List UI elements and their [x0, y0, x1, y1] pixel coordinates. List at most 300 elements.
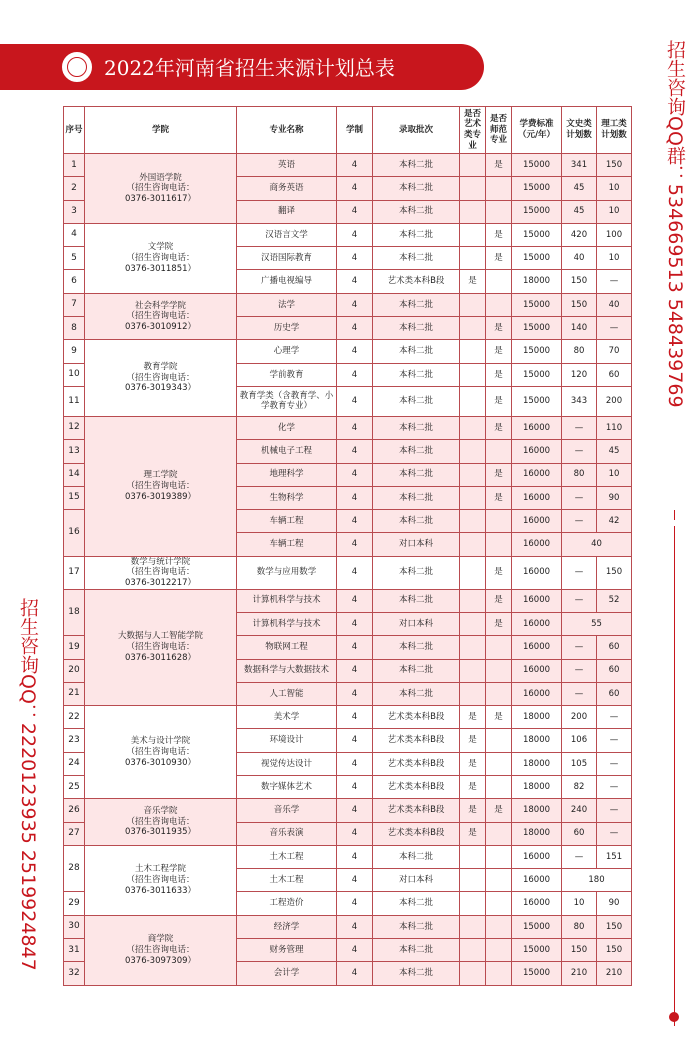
row-number: 1 [64, 154, 85, 177]
admission-batch: 艺术类本科B段 [373, 752, 460, 775]
art-flag [460, 463, 486, 486]
major-name: 土木工程 [237, 869, 337, 892]
duration: 4 [337, 510, 373, 533]
major-name: 工程造价 [237, 892, 337, 915]
liberal-arts-plan: — [562, 416, 597, 439]
art-flag [460, 200, 486, 223]
university-logo [60, 50, 94, 84]
duration: 4 [337, 659, 373, 682]
normal-flag: 是 [486, 486, 512, 509]
normal-flag: 是 [486, 317, 512, 340]
admission-batch: 本科二批 [373, 962, 460, 985]
liberal-arts-plan: 40 [562, 247, 597, 270]
duration: 4 [337, 845, 373, 868]
admission-batch: 本科二批 [373, 440, 460, 463]
liberal-arts-plan: 150 [562, 939, 597, 962]
science-plan: 150 [597, 154, 632, 177]
college-name: 音乐学院 （招生咨询电话： 0376-3011935） [85, 799, 237, 846]
normal-flag: 是 [486, 416, 512, 439]
tuition-fee: 15000 [512, 247, 562, 270]
row-number: 29 [64, 892, 85, 915]
duration: 4 [337, 386, 373, 416]
liberal-arts-plan: 140 [562, 317, 597, 340]
liberal-arts-plan: 240 [562, 799, 597, 822]
duration: 4 [337, 440, 373, 463]
admission-batch: 本科二批 [373, 510, 460, 533]
row-number: 9 [64, 340, 85, 363]
admission-batch: 艺术类本科B段 [373, 729, 460, 752]
art-flag [460, 223, 486, 246]
tuition-fee: 18000 [512, 706, 562, 729]
tuition-fee: 16000 [512, 612, 562, 635]
art-flag [460, 962, 486, 985]
row-number: 26 [64, 799, 85, 822]
major-name: 历史学 [237, 317, 337, 340]
science-plan: — [597, 799, 632, 822]
science-plan: 40 [597, 293, 632, 316]
liberal-arts-plan: 45 [562, 177, 597, 200]
college-name: 数学与统计学院 （招生咨询电话： 0376-3012217） [85, 556, 237, 589]
liberal-arts-plan: 10 [562, 892, 597, 915]
tuition-fee: 16000 [512, 869, 562, 892]
row-number: 13 [64, 440, 85, 463]
liberal-arts-plan: 80 [562, 463, 597, 486]
admission-batch: 本科二批 [373, 845, 460, 868]
duration: 4 [337, 636, 373, 659]
tuition-fee: 16000 [512, 845, 562, 868]
duration: 4 [337, 939, 373, 962]
major-name: 法学 [237, 293, 337, 316]
duration: 4 [337, 363, 373, 386]
tuition-fee: 15000 [512, 223, 562, 246]
science-plan: 10 [597, 463, 632, 486]
normal-flag: 是 [486, 589, 512, 612]
science-plan: 10 [597, 200, 632, 223]
liberal-arts-plan: — [562, 845, 597, 868]
admission-batch: 本科二批 [373, 177, 460, 200]
major-name: 地理科学 [237, 463, 337, 486]
tuition-fee: 15000 [512, 386, 562, 416]
duration: 4 [337, 752, 373, 775]
normal-flag [486, 293, 512, 316]
major-name: 人工智能 [237, 682, 337, 705]
science-plan: — [597, 317, 632, 340]
science-plan: 151 [597, 845, 632, 868]
art-flag [460, 340, 486, 363]
tuition-fee: 15000 [512, 293, 562, 316]
liberal-arts-plan: 60 [562, 822, 597, 845]
admission-batch: 对口本科 [373, 533, 460, 556]
college-name: 文学院 （招生咨询电话： 0376-3011851） [85, 223, 237, 293]
major-name: 计算机科学与技术 [237, 612, 337, 635]
liberal-arts-plan: 80 [562, 915, 597, 938]
major-name: 视觉传达设计 [237, 752, 337, 775]
table-row [64, 154, 632, 177]
tuition-fee: 18000 [512, 822, 562, 845]
science-plan: 110 [597, 416, 632, 439]
admission-batch: 本科二批 [373, 682, 460, 705]
plan-count-combined: 180 [562, 869, 632, 892]
normal-flag [486, 939, 512, 962]
row-number: 32 [64, 962, 85, 985]
liberal-arts-plan: 150 [562, 270, 597, 293]
tuition-fee: 15000 [512, 317, 562, 340]
normal-flag [486, 533, 512, 556]
tuition-fee: 15000 [512, 200, 562, 223]
major-name: 翻译 [237, 200, 337, 223]
tuition-fee: 18000 [512, 776, 562, 799]
header-major: 专业名称 [237, 107, 337, 154]
art-flag [460, 386, 486, 416]
admission-batch: 本科二批 [373, 636, 460, 659]
tuition-fee: 18000 [512, 752, 562, 775]
liberal-arts-plan: 343 [562, 386, 597, 416]
art-flag: 是 [460, 752, 486, 775]
tuition-fee: 16000 [512, 533, 562, 556]
normal-flag [486, 845, 512, 868]
normal-flag: 是 [486, 340, 512, 363]
science-plan: 150 [597, 939, 632, 962]
major-name: 计算机科学与技术 [237, 589, 337, 612]
table-row [64, 915, 632, 938]
admission-batch: 本科二批 [373, 939, 460, 962]
liberal-arts-plan: 105 [562, 752, 597, 775]
major-name: 教育学类（含教育学、小学教育专业） [237, 386, 337, 416]
college-name: 理工学院 （招生咨询电话： 0376-3019389） [85, 416, 237, 556]
row-number: 3 [64, 200, 85, 223]
liberal-arts-plan: — [562, 440, 597, 463]
normal-flag [486, 440, 512, 463]
liberal-arts-plan: 82 [562, 776, 597, 799]
duration: 4 [337, 317, 373, 340]
science-plan: 42 [597, 510, 632, 533]
row-number: 21 [64, 682, 85, 705]
major-name: 土木工程 [237, 845, 337, 868]
row-number: 11 [64, 386, 85, 416]
decorative-dot [669, 1012, 679, 1022]
major-name: 车辆工程 [237, 533, 337, 556]
duration: 4 [337, 962, 373, 985]
admission-batch: 本科二批 [373, 363, 460, 386]
major-name: 数字媒体艺术 [237, 776, 337, 799]
admission-batch: 本科二批 [373, 154, 460, 177]
liberal-arts-plan: 150 [562, 293, 597, 316]
art-flag [460, 533, 486, 556]
row-number: 6 [64, 270, 85, 293]
normal-flag [486, 776, 512, 799]
art-flag: 是 [460, 706, 486, 729]
duration: 4 [337, 293, 373, 316]
table-header-row [64, 107, 632, 154]
normal-flag: 是 [486, 247, 512, 270]
major-name: 财务管理 [237, 939, 337, 962]
header-batch: 录取批次 [373, 107, 460, 154]
row-number: 17 [64, 556, 85, 589]
art-flag: 是 [460, 776, 486, 799]
major-name: 汉语国际教育 [237, 247, 337, 270]
tuition-fee: 16000 [512, 682, 562, 705]
science-plan: 200 [597, 386, 632, 416]
tuition-fee: 16000 [512, 892, 562, 915]
table-row [64, 340, 632, 363]
admission-batch: 本科二批 [373, 463, 460, 486]
liberal-arts-plan: 210 [562, 962, 597, 985]
normal-flag: 是 [486, 556, 512, 589]
tuition-fee: 16000 [512, 416, 562, 439]
normal-flag: 是 [486, 223, 512, 246]
major-name: 车辆工程 [237, 510, 337, 533]
normal-flag [486, 915, 512, 938]
normal-flag [486, 729, 512, 752]
duration: 4 [337, 822, 373, 845]
normal-flag: 是 [486, 363, 512, 386]
normal-flag: 是 [486, 463, 512, 486]
art-flag [460, 317, 486, 340]
art-flag [460, 293, 486, 316]
art-flag [460, 510, 486, 533]
row-number: 25 [64, 776, 85, 799]
science-plan: 100 [597, 223, 632, 246]
duration: 4 [337, 706, 373, 729]
row-number: 31 [64, 939, 85, 962]
liberal-arts-plan: 106 [562, 729, 597, 752]
art-flag [460, 416, 486, 439]
major-name: 美术学 [237, 706, 337, 729]
liberal-arts-plan: 120 [562, 363, 597, 386]
tuition-fee: 16000 [512, 463, 562, 486]
header-fee: 学费标准（元/年） [512, 107, 562, 154]
science-plan: — [597, 822, 632, 845]
table-row [64, 845, 632, 868]
tuition-fee: 15000 [512, 939, 562, 962]
duration: 4 [337, 869, 373, 892]
liberal-arts-plan: — [562, 589, 597, 612]
tuition-fee: 16000 [512, 636, 562, 659]
liberal-arts-plan: 341 [562, 154, 597, 177]
plan-count-combined: 55 [562, 612, 632, 635]
row-number: 8 [64, 317, 85, 340]
normal-flag [486, 659, 512, 682]
header-liberal-arts: 文史类计划数 [562, 107, 597, 154]
normal-flag: 是 [486, 706, 512, 729]
duration: 4 [337, 154, 373, 177]
admission-batch: 本科二批 [373, 223, 460, 246]
row-number: 12 [64, 416, 85, 439]
duration: 4 [337, 799, 373, 822]
admission-batch: 艺术类本科B段 [373, 776, 460, 799]
admission-batch: 对口本科 [373, 612, 460, 635]
science-plan: 10 [597, 247, 632, 270]
art-flag [460, 247, 486, 270]
liberal-arts-plan: — [562, 682, 597, 705]
art-flag: 是 [460, 799, 486, 822]
row-number: 2 [64, 177, 85, 200]
enrollment-plan-table [63, 106, 632, 986]
art-flag: 是 [460, 729, 486, 752]
science-plan: 10 [597, 177, 632, 200]
major-name: 英语 [237, 154, 337, 177]
art-flag [460, 440, 486, 463]
art-flag [460, 363, 486, 386]
admission-batch: 本科二批 [373, 416, 460, 439]
header-science: 理工类计划数 [597, 107, 632, 154]
duration: 4 [337, 612, 373, 635]
science-plan: — [597, 752, 632, 775]
row-number: 24 [64, 752, 85, 775]
page-title: 2022年河南省招生来源计划总表 [104, 56, 395, 80]
normal-flag: 是 [486, 386, 512, 416]
normal-flag [486, 636, 512, 659]
tuition-fee: 16000 [512, 589, 562, 612]
normal-flag [486, 177, 512, 200]
college-name: 大数据与人工智能学院 （招生咨询电话： 0376-3011628） [85, 589, 237, 705]
art-flag [460, 845, 486, 868]
college-name: 商学院 （招生咨询电话： 0376-3097309） [85, 915, 237, 985]
duration: 4 [337, 915, 373, 938]
row-number: 15 [64, 486, 85, 509]
art-flag [460, 556, 486, 589]
major-name: 广播电视编导 [237, 270, 337, 293]
major-name: 数据科学与大数据技术 [237, 659, 337, 682]
duration: 4 [337, 486, 373, 509]
logo-ring [67, 57, 87, 77]
qq-group-note: 招生咨询QQ群：534669513 548439769 [664, 40, 686, 408]
row-number: 19 [64, 636, 85, 659]
normal-flag [486, 822, 512, 845]
major-name: 商务英语 [237, 177, 337, 200]
row-number: 18 [64, 589, 85, 636]
tuition-fee: 15000 [512, 363, 562, 386]
duration: 4 [337, 223, 373, 246]
admission-batch: 本科二批 [373, 659, 460, 682]
duration: 4 [337, 589, 373, 612]
qq-contact-note: 招生咨询QQ：2220123935 2519924847 [17, 598, 39, 971]
table-row [64, 416, 632, 439]
major-name: 会计学 [237, 962, 337, 985]
admission-batch: 对口本科 [373, 869, 460, 892]
science-plan: 52 [597, 589, 632, 612]
science-plan: — [597, 776, 632, 799]
art-flag [460, 486, 486, 509]
row-number: 10 [64, 363, 85, 386]
table-row [64, 589, 632, 612]
row-number: 4 [64, 223, 85, 246]
tuition-fee: 15000 [512, 177, 562, 200]
admission-batch: 本科二批 [373, 247, 460, 270]
major-name: 生物科学 [237, 486, 337, 509]
major-name: 音乐表演 [237, 822, 337, 845]
liberal-arts-plan: — [562, 556, 597, 589]
major-name: 数学与应用数学 [237, 556, 337, 589]
tuition-fee: 16000 [512, 556, 562, 589]
admission-batch: 本科二批 [373, 556, 460, 589]
row-number: 14 [64, 463, 85, 486]
duration: 4 [337, 533, 373, 556]
tuition-fee: 15000 [512, 962, 562, 985]
art-flag [460, 636, 486, 659]
science-plan: — [597, 729, 632, 752]
normal-flag [486, 752, 512, 775]
duration: 4 [337, 247, 373, 270]
major-name: 汉语言文学 [237, 223, 337, 246]
admission-batch: 本科二批 [373, 317, 460, 340]
admission-batch: 本科二批 [373, 589, 460, 612]
header-college: 学院 [85, 107, 237, 154]
duration: 4 [337, 556, 373, 589]
college-name: 教育学院 （招生咨询电话： 0376-3019343） [85, 340, 237, 417]
admission-batch: 艺术类本科B段 [373, 270, 460, 293]
science-plan: 90 [597, 892, 632, 915]
normal-flag [486, 962, 512, 985]
row-number: 28 [64, 845, 85, 892]
admission-batch: 本科二批 [373, 486, 460, 509]
tuition-fee: 18000 [512, 799, 562, 822]
college-name: 土木工程学院 （招生咨询电话： 0376-3011633） [85, 845, 237, 915]
science-plan: 150 [597, 915, 632, 938]
admission-batch: 本科二批 [373, 892, 460, 915]
row-number: 16 [64, 510, 85, 557]
header-normal: 是否师范专业 [486, 107, 512, 154]
duration: 4 [337, 270, 373, 293]
row-number: 20 [64, 659, 85, 682]
liberal-arts-plan: — [562, 510, 597, 533]
liberal-arts-plan: 200 [562, 706, 597, 729]
header-art: 是否艺术类专业 [460, 107, 486, 154]
science-plan: 90 [597, 486, 632, 509]
major-name: 经济学 [237, 915, 337, 938]
duration: 4 [337, 729, 373, 752]
duration: 4 [337, 892, 373, 915]
plan-count-combined: 40 [562, 533, 632, 556]
science-plan: 60 [597, 636, 632, 659]
admission-batch: 艺术类本科B段 [373, 822, 460, 845]
table-row [64, 556, 632, 589]
table-row [64, 706, 632, 729]
admission-batch: 本科二批 [373, 200, 460, 223]
normal-flag [486, 270, 512, 293]
normal-flag [486, 200, 512, 223]
row-number: 23 [64, 729, 85, 752]
art-flag [460, 939, 486, 962]
major-name: 心理学 [237, 340, 337, 363]
art-flag [460, 682, 486, 705]
liberal-arts-plan: — [562, 659, 597, 682]
tuition-fee: 16000 [512, 440, 562, 463]
art-flag [460, 915, 486, 938]
row-number: 27 [64, 822, 85, 845]
college-name: 美术与设计学院 （招生咨询电话： 0376-3010930） [85, 706, 237, 799]
duration: 4 [337, 463, 373, 486]
art-flag: 是 [460, 822, 486, 845]
art-flag [460, 154, 486, 177]
duration: 4 [337, 177, 373, 200]
table-row [64, 799, 632, 822]
duration: 4 [337, 340, 373, 363]
major-name: 音乐学 [237, 799, 337, 822]
row-number: 7 [64, 293, 85, 316]
art-flag [460, 177, 486, 200]
tuition-fee: 16000 [512, 510, 562, 533]
science-plan: 60 [597, 682, 632, 705]
science-plan: 45 [597, 440, 632, 463]
admission-batch: 本科二批 [373, 340, 460, 363]
header-no: 序号 [64, 107, 85, 154]
college-name: 外国语学院 （招生咨询电话： 0376-3011617） [85, 154, 237, 224]
science-plan: — [597, 270, 632, 293]
table-row [64, 223, 632, 246]
admission-batch: 艺术类本科B段 [373, 799, 460, 822]
liberal-arts-plan: 45 [562, 200, 597, 223]
